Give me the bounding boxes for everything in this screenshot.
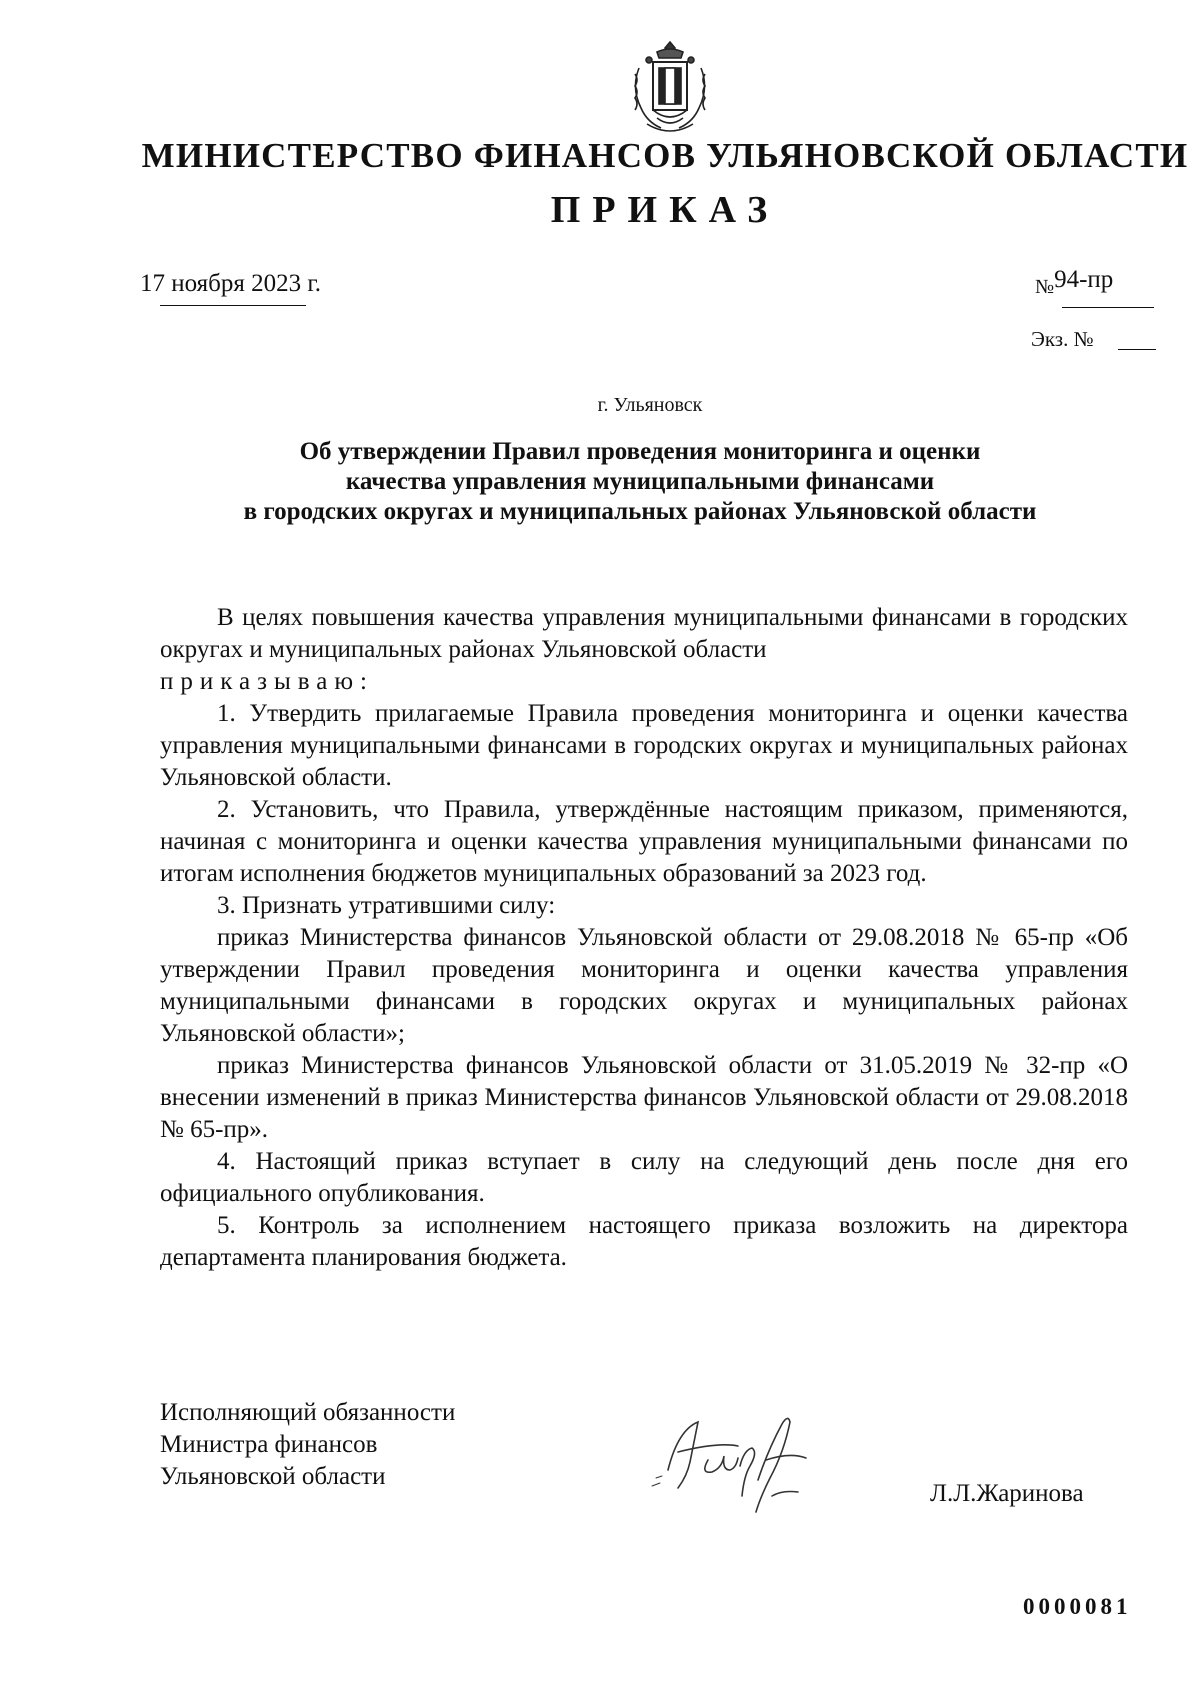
document-type: ПРИКАЗ — [550, 189, 780, 231]
order-title — [160, 437, 1120, 527]
order-number-block — [1035, 266, 1114, 298]
signer-name: Л.Л.Жаринова — [930, 1480, 1084, 1507]
item-3: 3. Признать утратившими силу: — [217, 892, 556, 919]
handwritten-signature-icon — [648, 1400, 848, 1540]
item-1: 1. Утвердить прилагаемые Правила проведения мониторинга и оценки качества управления муниципальными финансами в городских округах и муниципальных районах Ульяновской области. — [160, 700, 1128, 791]
preamble-paragraph: В целях повышения качества управления муниципальными финансами в городских округах и муниципальных районах Ульяновской области — [160, 604, 1128, 663]
number-underline — [1062, 307, 1154, 308]
order-body — [160, 602, 1128, 1274]
signer-position-line: Ульяновской области — [160, 1463, 386, 1490]
copy-number-blank — [1118, 349, 1156, 350]
number-sign: № — [1035, 276, 1055, 298]
item-3-subitem-a: приказ Министерства финансов Ульяновской области от 29.08.2018 № 65-пр «Об утверждении Правил проведения мониторинга и оценки качества управления муниципальными финансами в городских округах и муниципальных районах Ульяновской области»; — [160, 924, 1128, 1047]
item-2: 2. Установить, что Правила, утверждённые настоящим приказом, применяются, начиная с мониторинга и оценки качества управления муниципальными финансами по итогам исполнения бюджетов муниципальных образований за 2023 год. — [160, 796, 1128, 887]
order-number: 94-пр — [1054, 266, 1114, 293]
order-date: 17 ноября 2023 г. — [140, 270, 322, 297]
signer-position — [160, 1397, 455, 1493]
item-3-subitem-b: приказ Министерства финансов Ульяновской области от 31.05.2019 № 32-пр «О внесении изменений в приказ Министерства финансов Ульяновской области от 29.08.2018 № 65-пр». — [160, 1052, 1128, 1143]
signer-position-line: Исполняющий обязанности — [160, 1399, 456, 1426]
item-4: 4. Настоящий приказ вступает в силу на следующий день после дня его официального опубликования. — [160, 1148, 1128, 1207]
ministry-name: МИНИСТЕРСТВО ФИНАНСОВ УЛЬЯНОВСКОЙ ОБЛАСТИ — [141, 136, 1189, 175]
date-underline — [160, 305, 306, 306]
order-word: приказываю: — [160, 668, 374, 695]
city: г. Ульяновск — [597, 394, 703, 416]
serial-number: 0000081 — [1023, 1594, 1132, 1619]
signer-position-line: Министра финансов — [160, 1431, 378, 1458]
title-line: в городских округах и муниципальных районах Ульяновской области — [243, 498, 1037, 525]
item-5: 5. Контроль за исполнением настоящего приказа возложить на директора департамента планирования бюджета. — [160, 1212, 1128, 1271]
title-line: качества управления муниципальными финансами — [345, 468, 935, 495]
copy-number-label: Экз. № — [1031, 327, 1094, 351]
coat-of-arms-icon — [627, 38, 713, 134]
title-line: Об утверждении Правил проведения мониторинга и оценки — [299, 438, 981, 465]
